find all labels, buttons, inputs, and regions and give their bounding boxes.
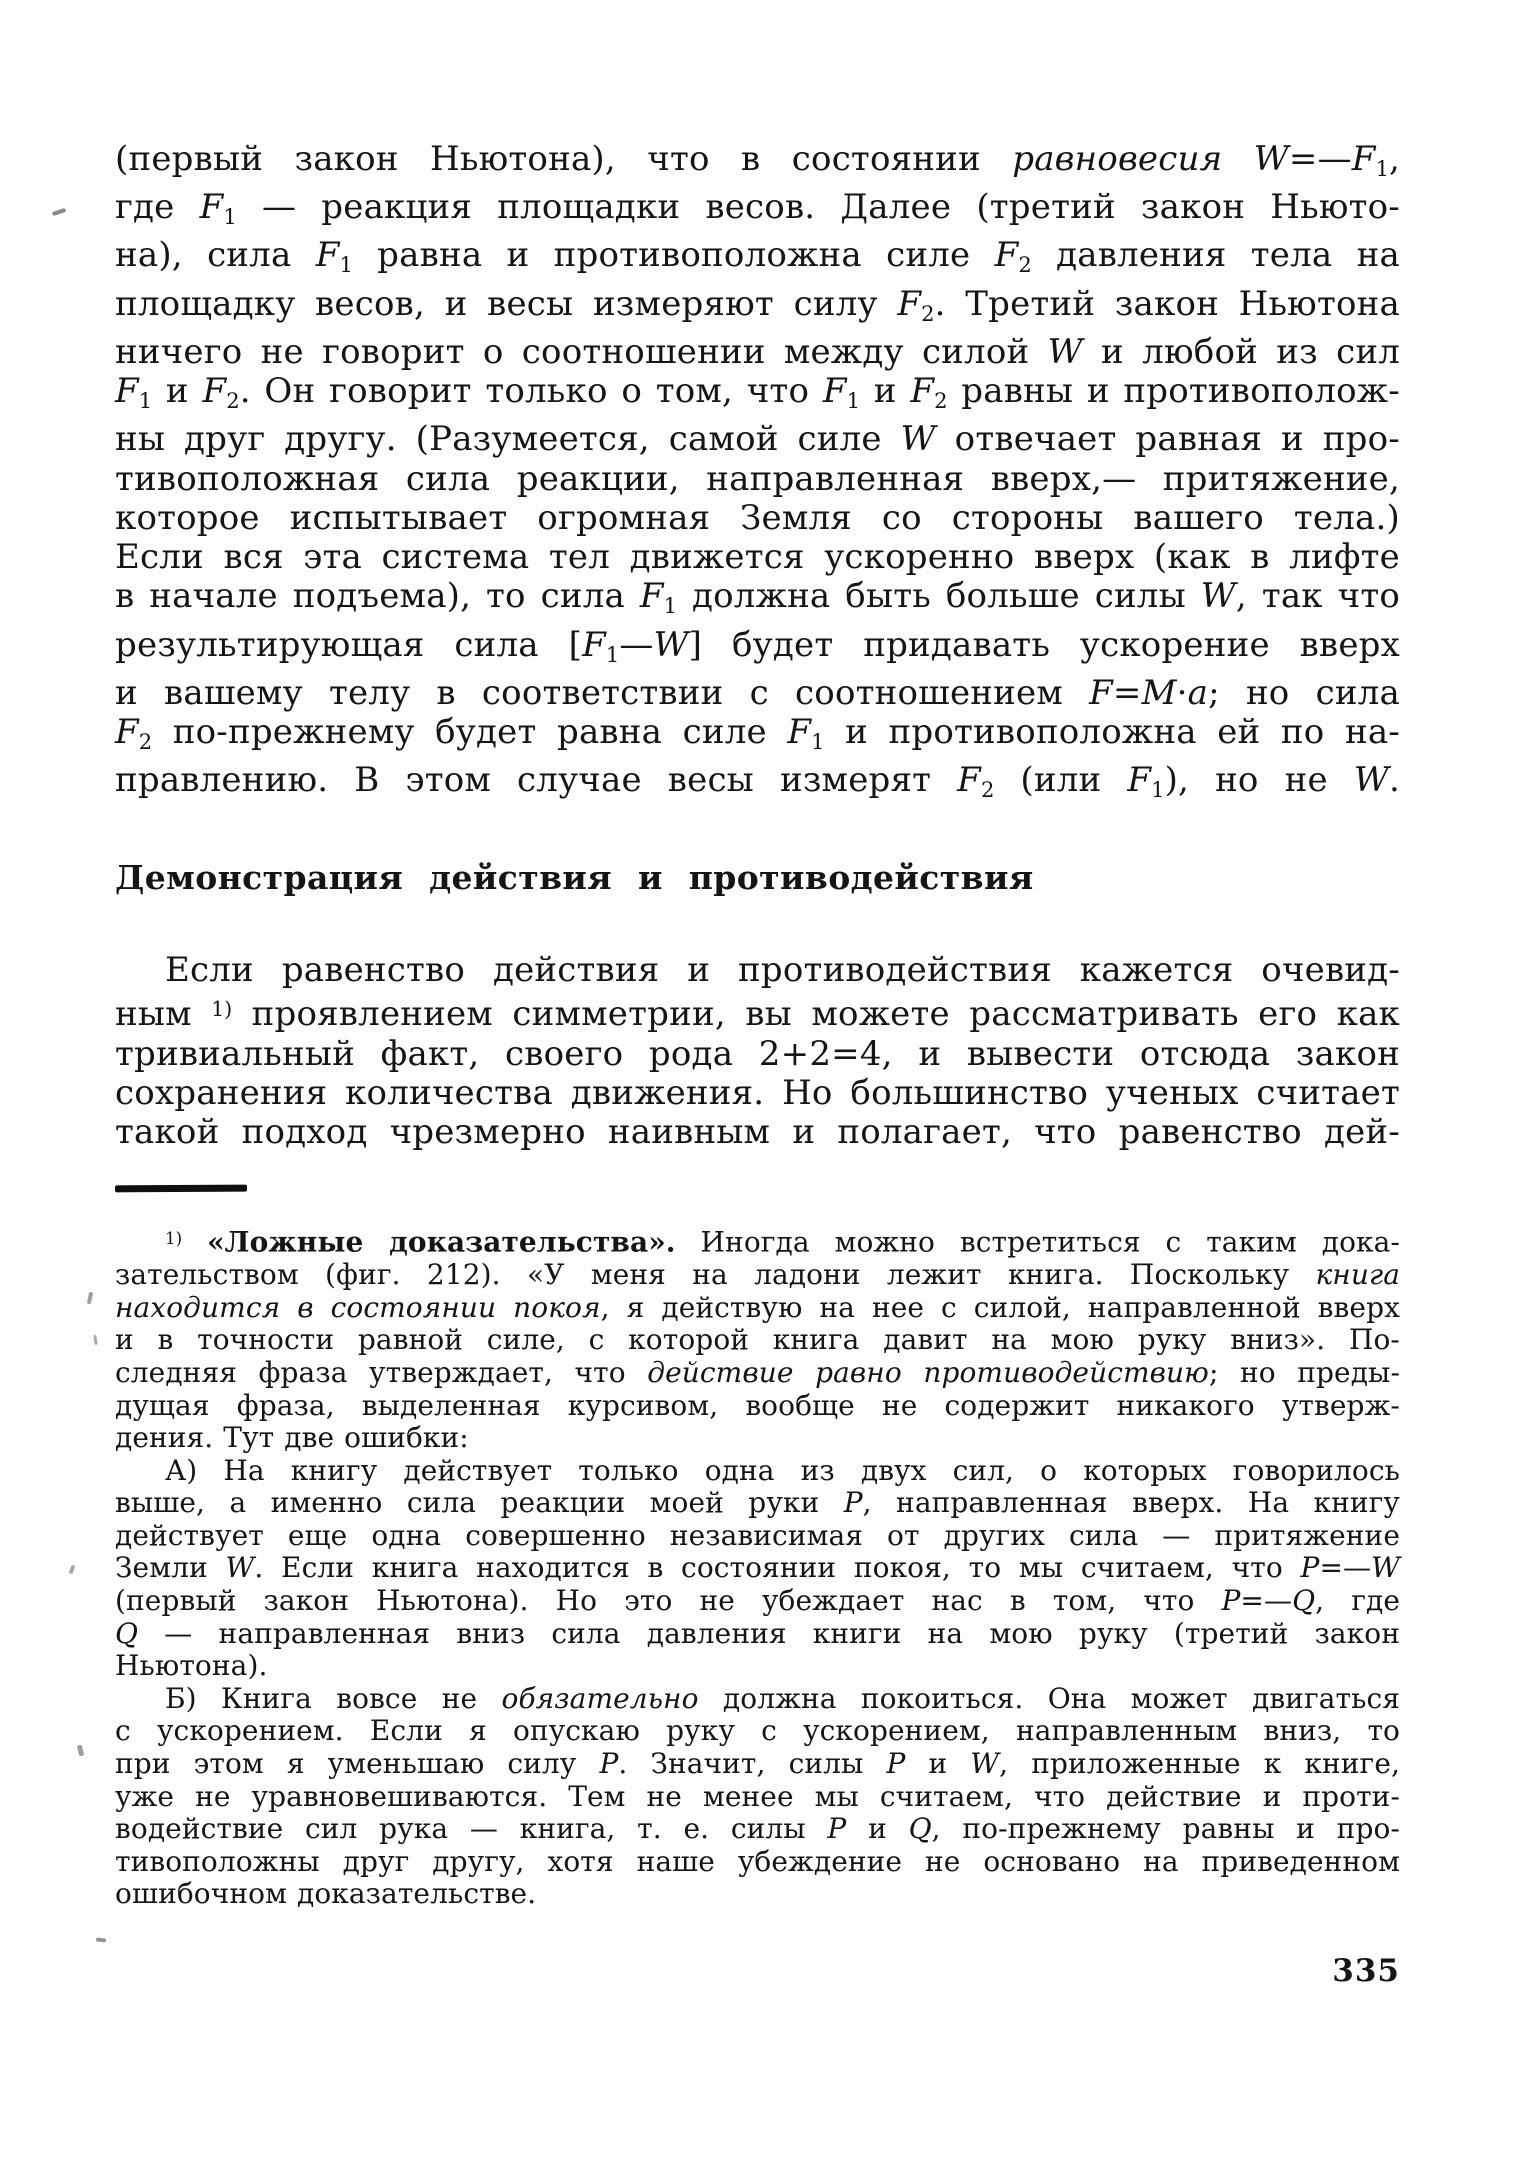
text-run: дущая фраза, выделенная курсивом, вообще не содержит никакого утверж- (115, 1388, 1400, 1422)
text-run: =— (1319, 1551, 1372, 1585)
text-run: книга (1315, 1258, 1400, 1292)
text-run: отвечает равная и про- (935, 419, 1400, 460)
text-run: F (115, 712, 139, 753)
text-run: и (152, 371, 203, 412)
text-run: (первый закон Ньютона). Но это не убеждает нас в том, что (115, 1584, 1222, 1618)
scan-artifact (69, 1565, 76, 1575)
text-line (115, 460, 1400, 499)
text-run: «Ложные доказательства». (207, 1225, 676, 1259)
text-run: = (1112, 672, 1142, 713)
text-line (115, 140, 1400, 188)
text-run: следняя фраза утверждает, что (115, 1355, 648, 1389)
text-run: F (1127, 760, 1152, 801)
text-run: с ускорением. Если я опускаю руку с ускорением, направленным вниз, то (115, 1714, 1400, 1748)
text-run: F (910, 371, 935, 412)
text-run: которое испытывает огромная Земля со стороны вашего тела.) (115, 497, 1400, 538)
text-line (115, 1520, 1400, 1553)
text-run: F (787, 712, 812, 753)
text-run: 1 (663, 593, 678, 619)
text-run: должна быть больше силы (677, 576, 1201, 617)
text-line (115, 1487, 1400, 1520)
text-run: равна и противоположна силе (352, 235, 995, 276)
text-line (115, 333, 1400, 372)
text-run: зательством (фиг. 212). «У меня на ладони лежит книга. Поскольку (115, 1258, 1316, 1292)
text-run: F (315, 235, 340, 276)
text-run: , по-прежнему равны и про- (931, 1812, 1400, 1846)
text-run: сохранения количества движения. Но большинство ученых считает (115, 1073, 1400, 1114)
text-run: тривиальный факт, своего рода 2+2=4, и вывести отсюда закон (115, 1033, 1400, 1074)
text-run: · (1176, 672, 1188, 713)
text-run: F (1089, 672, 1113, 713)
text-line (115, 1074, 1400, 1113)
text-line (115, 188, 1400, 236)
text-run: , так что (1235, 576, 1401, 617)
text-line (115, 1813, 1400, 1846)
text-run: P (843, 1486, 863, 1520)
text-line (115, 1292, 1400, 1325)
text-line (115, 1781, 1400, 1814)
scan-artifact (96, 1937, 106, 1942)
text-line (115, 951, 1400, 990)
text-run: , направленная вверх. На книгу (862, 1486, 1401, 1520)
text-line (115, 713, 1400, 761)
text-run: дения. Тут две ошибки: (115, 1421, 469, 1455)
text-run: 1) (211, 997, 233, 1022)
text-run: и (905, 1747, 971, 1781)
text-line (115, 1846, 1400, 1879)
text-run: в начале подъема), то сила (115, 576, 640, 617)
text-run: проявлением симметрии, вы можете рассматривать его как (232, 994, 1400, 1035)
text-run: W (900, 419, 936, 460)
text-run: и противоположна ей по на- (824, 712, 1400, 753)
text-run: F (822, 371, 847, 412)
text-run: P (1300, 1551, 1320, 1585)
text-run: ; но преды- (1208, 1355, 1401, 1389)
text-run: уже не уравновешиваются. Тем не менее мы считаем, что действие и проти- (115, 1779, 1400, 1813)
text-run: , я действую на нее с силой, направленной вверх (600, 1290, 1400, 1324)
body-paragraph-action-reaction (115, 951, 1400, 1153)
text-line (115, 1715, 1400, 1748)
text-run: и (860, 371, 911, 412)
text-run: 2 (138, 728, 153, 754)
text-run (1222, 139, 1253, 179)
text-run: W (1371, 1551, 1400, 1585)
text-run: =— (1288, 139, 1352, 179)
text-line (115, 577, 1400, 625)
text-run: где (115, 187, 200, 228)
text-run: Если равенство действия и противодействия кажется очевид- (165, 950, 1400, 990)
text-run: и любой из сил (1082, 331, 1400, 372)
text-run: , приложенные к книге, (999, 1747, 1400, 1781)
text-line (115, 420, 1400, 459)
text-run: водействие сил рука — книга, т. е. силы (115, 1812, 828, 1846)
text-line (115, 1455, 1400, 1488)
scan-artifact (52, 208, 67, 216)
text-run: и вашему телу в соответствии с соотношением (115, 672, 1090, 713)
text-run: выше, а именно сила реакции моей руки (115, 1486, 844, 1520)
text-run: ] будет придавать ускорение вверх (688, 624, 1400, 665)
page-number: 335 (1332, 1953, 1400, 1989)
footnote-block (115, 1222, 1400, 1911)
text-run: 2 (934, 387, 948, 413)
text-run: 1 (605, 641, 620, 667)
text-run: . Если книга находится в состоянии покоя, то мы считаем, что (254, 1551, 1301, 1585)
text-run: F (639, 576, 664, 617)
text-run: . Третий закон Ньютона (934, 283, 1400, 324)
text-run: Q (115, 1616, 139, 1650)
text-run: 1 (1151, 777, 1165, 803)
text-run: — (619, 624, 654, 665)
text-run: . (1388, 760, 1400, 801)
text-run: 1 (1375, 155, 1389, 181)
text-run: действует еще одна совершенно независимая от других сила — притяжение (115, 1518, 1400, 1552)
text-run: F (897, 283, 922, 324)
text-run: Б) Книга вовсе не (165, 1681, 502, 1715)
text-run: ничего не говорит о соотношении между силой (115, 331, 1048, 372)
text-line (115, 626, 1400, 674)
text-run: 1 (811, 728, 825, 754)
text-line (115, 236, 1400, 284)
text-run: 2 (980, 777, 995, 803)
text-line (115, 1878, 1400, 1911)
text-run: равновесия (1012, 139, 1223, 179)
text-run: и (846, 1812, 909, 1846)
text-line (115, 1618, 1400, 1651)
text-run: W (1200, 576, 1236, 617)
text-run: =— (1240, 1584, 1293, 1618)
text-run: 2 (1018, 252, 1032, 278)
text-run: P (886, 1747, 906, 1781)
text-run: такой подход чрезмерно наивным и полагает, что равенство дей- (115, 1112, 1400, 1153)
text-run: А) На книгу действует только одна из двух сил, о которых говорилось (165, 1453, 1400, 1487)
text-run: на), сила (115, 235, 316, 276)
text-run: 1 (223, 204, 237, 230)
text-line (115, 499, 1400, 538)
text-run: обязательно (501, 1681, 699, 1715)
text-run: и в точности равной силе, с которой книга давит на мою руку вниз». По- (115, 1323, 1400, 1357)
text-run: F (1351, 139, 1376, 179)
text-run: W (1353, 760, 1389, 801)
text-run: P (1221, 1584, 1241, 1618)
text-run: площадку весов, и весы измеряют силу (115, 283, 898, 324)
text-run (182, 1226, 207, 1259)
text-run: Q (1292, 1584, 1316, 1618)
text-run: Q (908, 1812, 932, 1846)
body-paragraph-newton-laws (115, 140, 1400, 809)
text-run: , где (1315, 1584, 1400, 1618)
text-run: Если вся эта система тел движется ускоренно вверх (как в лифте (115, 537, 1400, 578)
footnote-separator-rule (115, 1185, 247, 1193)
text-run: ным (115, 994, 212, 1035)
text-run: W (970, 1747, 1000, 1781)
text-run: равны и противополож- (947, 371, 1400, 412)
text-run: a (1187, 672, 1209, 713)
text-line (115, 1683, 1400, 1716)
text-line (115, 1035, 1400, 1074)
text-line (115, 1552, 1400, 1585)
text-run: ошибочном доказательстве. (115, 1877, 537, 1911)
text-line (115, 372, 1400, 420)
text-line (115, 1324, 1400, 1357)
text-line (115, 1650, 1400, 1683)
text-run: правлению. В этом случае весы измерят (115, 760, 958, 801)
text-line (115, 1222, 1400, 1259)
text-run: (или (994, 760, 1128, 801)
text-run: действие равно противодействию (647, 1355, 1209, 1389)
text-line (115, 1585, 1400, 1618)
text-run: W (1253, 139, 1289, 179)
text-run: тивоположная сила реакции, направленная вверх,— притяжение, (115, 458, 1400, 499)
text-run: 1 (339, 252, 353, 278)
text-run: F (115, 371, 139, 412)
text-run: F (582, 624, 606, 665)
text-run: W (653, 624, 689, 665)
text-run: . Значит, силы (618, 1747, 887, 1781)
text-line (115, 761, 1400, 809)
text-run: 2 (921, 300, 935, 326)
scan-artifact (87, 1292, 93, 1305)
text-run: , (1388, 139, 1400, 179)
text-run: ), но не (1164, 760, 1354, 801)
text-run: ; но сила (1208, 672, 1400, 713)
text-run: . Он говорит только о том, что (239, 371, 823, 412)
text-run: давления тела на (1031, 235, 1400, 276)
text-run: 1) (165, 1228, 183, 1248)
text-run: 1 (846, 387, 861, 413)
text-run: F (199, 187, 224, 228)
text-line (115, 1259, 1400, 1292)
text-run: тивоположны друг другу, хотя наше убеждение не основано на приведенном (115, 1844, 1400, 1878)
text-run: должна покоиться. Она может двигаться (698, 1681, 1400, 1715)
text-run: F (957, 760, 981, 801)
scan-artifact (77, 1745, 85, 1757)
text-run: 2 (226, 387, 240, 413)
text-run: по-прежнему будет равна силе (152, 712, 788, 753)
text-run: F (994, 235, 1019, 276)
text-run: (первый закон Ньютона), что в состоянии (115, 139, 1013, 179)
scan-artifact (93, 1335, 97, 1345)
section-heading: Демонстрация действия и противодействия (115, 858, 1034, 897)
text-run: ны друг другу. (Разумеется, самой силе (115, 419, 901, 460)
text-run: W (225, 1551, 255, 1585)
text-line (115, 1390, 1400, 1423)
text-run: F (202, 371, 227, 412)
text-line (115, 1113, 1400, 1152)
text-run: 1 (138, 387, 153, 413)
text-line (115, 285, 1400, 333)
text-run: находится в состоянии покоя (115, 1290, 601, 1324)
text-run: P (599, 1747, 619, 1781)
text-run: W (1047, 331, 1083, 372)
text-run: результирующая сила [ (115, 624, 583, 665)
text-run: M (1141, 672, 1177, 713)
text-line (115, 990, 1400, 1034)
text-line (115, 1748, 1400, 1781)
text-line (115, 1422, 1400, 1455)
text-run: — реакция площадки весов. Далее (третий закон Ньюто- (236, 187, 1400, 228)
text-run: Иногда можно встретиться с таким дока- (675, 1225, 1400, 1259)
text-line (115, 538, 1400, 577)
text-run: — направленная вниз сила давления книги на мою руку (третий закон (138, 1616, 1400, 1650)
text-run: при этом я уменьшаю силу (115, 1747, 600, 1781)
text-line (115, 1357, 1400, 1390)
text-line (115, 674, 1400, 713)
text-run: P (827, 1812, 847, 1846)
text-run: Ньютона). (115, 1649, 268, 1683)
text-run: Земли (115, 1551, 226, 1585)
